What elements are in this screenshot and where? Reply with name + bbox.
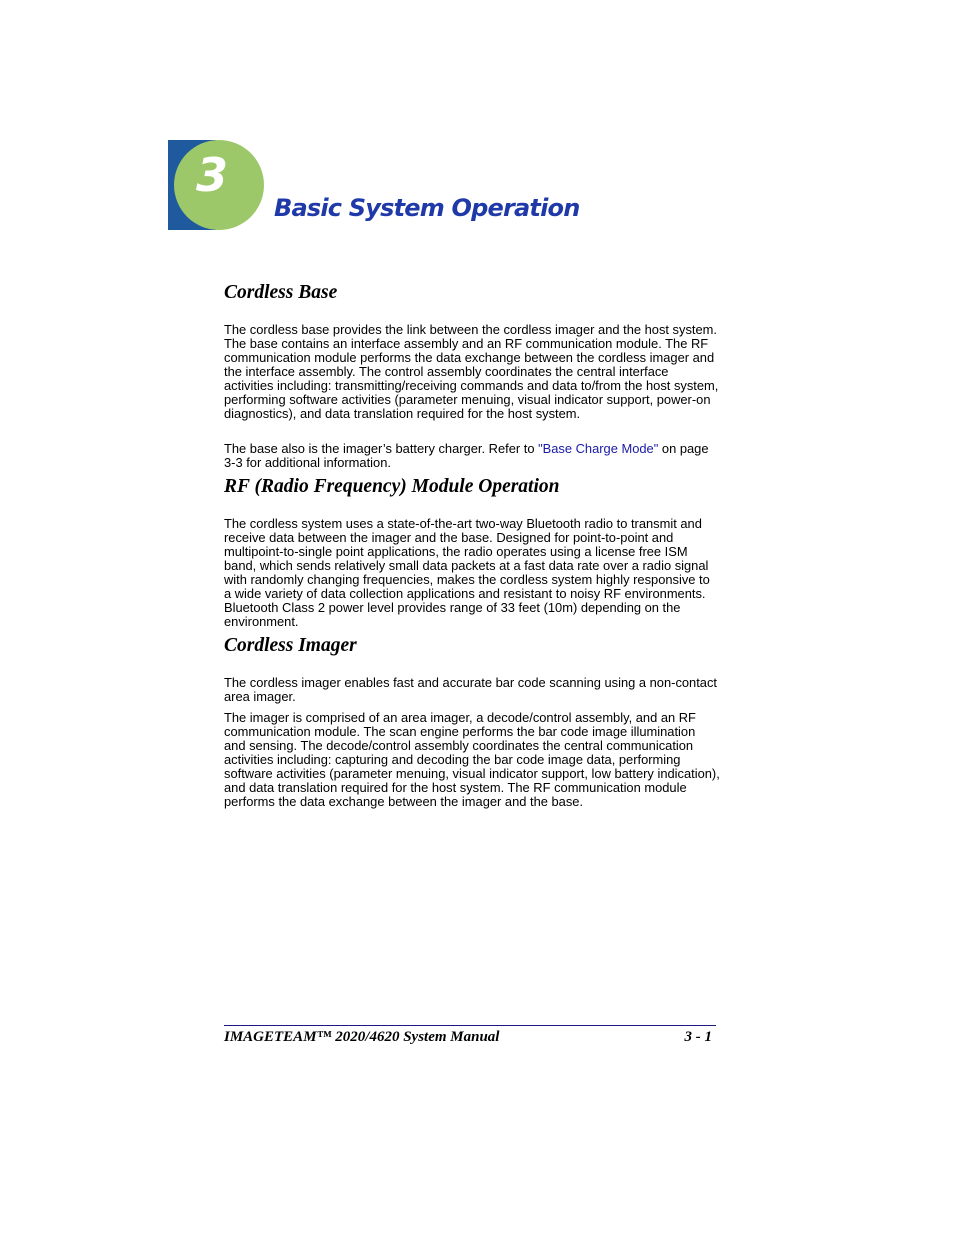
chapter-number: 3 [195,148,228,202]
paragraph: The cordless base provides the link between the cordless imager and the host system. The base contains an interface assembly and an RF communication module. The RF communication module performs the data exchange between the cordless imager and the interface assembly. The control assembly coordinates the central interface activities including: transmitting/receiving commands and data to/from the host system, performing software activities (parameter menuing, visual indicator support, power-on diagnostics), and data translation required for the host system. [224,322,719,421]
footer-rule [224,1025,716,1026]
charger-text-after: on page 3-3 for additional information. [224,441,709,470]
chapter-title: Basic System Operation [274,194,580,222]
section-heading-cordless-imager: Cordless Imager [224,635,357,656]
paragraph: The imager is comprised of an area imager, a decode/control assembly, and an RF communication module. The scan engine performs the bar code image illumination and sensing. The decode/control assembly coordinates the central communication activities including: capturing and decoding the bar code image data, performing software activities (parameter menuing, visual indicator support, low battery indication), and data translation required for the host system. The RF communication module performs the data exchange between the imager and the base. [224,710,720,809]
paragraph: The cordless system uses a state-of-the-art two-way Bluetooth radio to transmit and receive data between the imager and the base. Designed for point-to-point and multipoint-to-single point applications, the radio operates using a license free ISM band, which sends relatively small data packets at a fast data rate over a radio signal with randomly changing frequencies, makes the cordless system highly responsive to a wide variety of data collection applications and resistant to noisy RF environments. Bluetooth Class 2 power level provides range of 33 feet (10m) depending on the environment. [224,516,710,629]
charger-paragraph [224,442,720,470]
base-charge-mode-link[interactable]: "Base Charge Mode" [538,441,659,456]
footer-page-number: 3 - 1 [684,1029,712,1045]
paragraph: The cordless imager enables fast and accurate bar code scanning using a non-contact area imager. [224,675,718,704]
section-heading-rf-module: RF (Radio Frequency) Module Operation [224,476,560,497]
section-heading-cordless-base: Cordless Base [224,282,338,303]
footer-manual-title: IMAGETEAM™ 2020/4620 System Manual [224,1029,500,1045]
charger-text-before: The base also is the imager’s battery charger. Refer to [224,441,539,456]
